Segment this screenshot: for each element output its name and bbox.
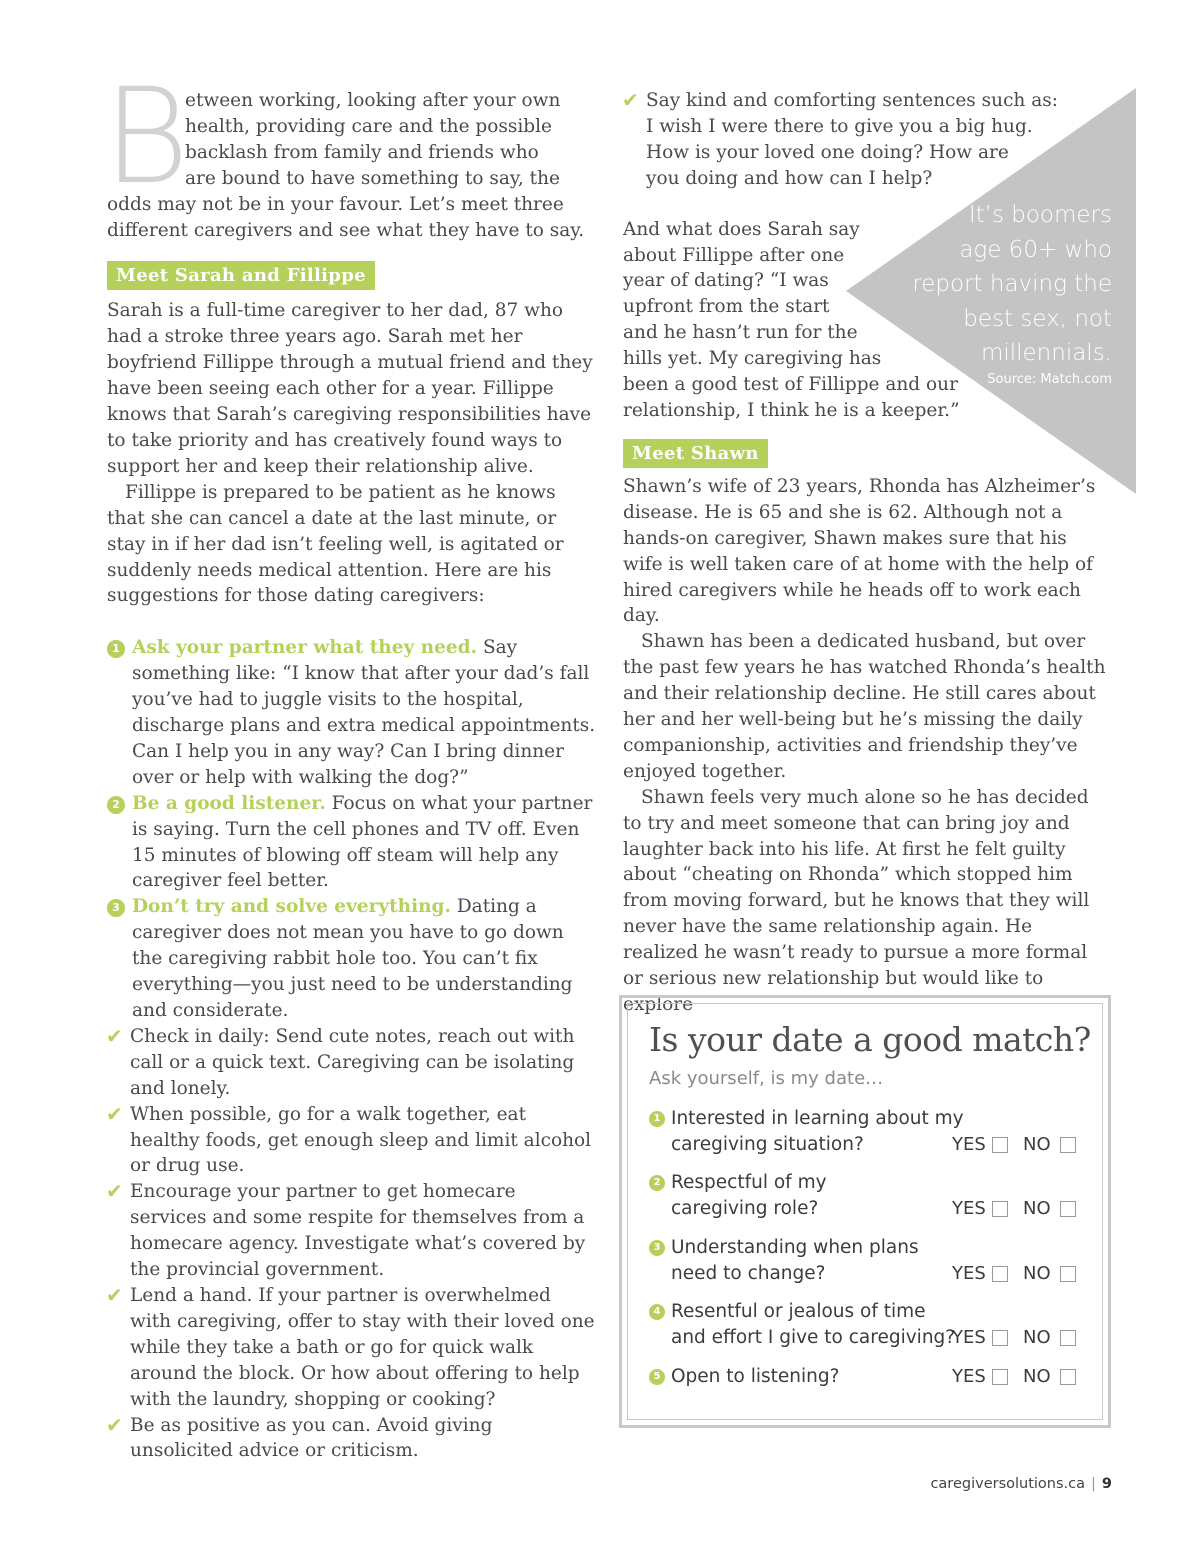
number-bullet-icon: 3 — [107, 899, 125, 917]
section-heading-sarah: Meet Sarah and Fillippe — [107, 261, 375, 290]
pull-quote-line: best sex, not — [963, 305, 1112, 332]
yes-checkbox[interactable] — [992, 1369, 1008, 1385]
check-text: When possible, go for a walk together, eat healthy foods, get enough sleep and limit alcohol or drug use. — [130, 1103, 592, 1177]
sarah-says-line: and he hasn’t run for the — [623, 322, 858, 344]
pull-quote-line: millennials. — [980, 340, 1112, 366]
no-checkbox[interactable] — [1060, 1201, 1076, 1217]
tip-title: Don’t try and solve everything. — [132, 896, 451, 918]
yes-checkbox[interactable] — [992, 1137, 1008, 1153]
checkmark-icon: ✔ — [106, 1282, 123, 1307]
yes-no-group — [952, 1325, 1087, 1351]
number-bullet-icon: 1 — [649, 1111, 665, 1127]
no-label: NO — [1023, 1263, 1051, 1284]
sample-sentence: How is your loved one doing? How are — [646, 141, 1009, 163]
quiz-question — [649, 1299, 1099, 1351]
yes-no-group — [952, 1364, 1087, 1390]
check-item — [107, 1024, 597, 1102]
number-bullet-icon: 5 — [649, 1369, 665, 1385]
quiz-question — [649, 1235, 1099, 1287]
pull-quote-source: Source: Match.com — [987, 372, 1112, 387]
check-text: Be as positive as you can. Avoid giving unsolicited advice or criticism. — [130, 1414, 493, 1462]
no-label: NO — [1023, 1134, 1051, 1155]
intro-line: backlash from family and friends who — [185, 141, 539, 163]
sarah-says-line: about Fillippe after one — [623, 244, 845, 266]
no-label: NO — [1023, 1366, 1051, 1387]
left-column — [103, 60, 597, 1464]
question-line: Resentful or jealous of time — [671, 1301, 926, 1322]
footer-separator: | — [1091, 1476, 1096, 1492]
yes-no-group — [952, 1196, 1087, 1222]
question-line: Respectful of my — [671, 1172, 827, 1193]
quiz-box — [619, 995, 1111, 1428]
checkmark-icon: ✔ — [106, 1179, 123, 1204]
number-bullet-icon: 4 — [649, 1304, 665, 1320]
yes-label: YES — [952, 1327, 986, 1348]
shawn-paragraph: Shawn feels very much alone so he has decided to try and meet someone that can bring joy and laughter back into his life. At first he felt guilty about “cheating on Rhonda” which stopped him from moving forward, but he knows that they will never have the same relationship again. He realized he wasn’t ready to pursue a more formal or serious new relationship but would like to explore — [623, 786, 1090, 1015]
intro — [103, 60, 597, 243]
tip-title: Ask your partner what they need. — [132, 637, 478, 659]
quiz-question — [649, 1170, 1099, 1222]
sample-sentence: you doing and how can I help? — [646, 167, 933, 189]
no-label: NO — [1023, 1327, 1051, 1348]
quiz-question — [649, 1364, 1099, 1390]
check-item — [107, 1413, 597, 1465]
tip-item — [107, 635, 597, 790]
sarah-says-line: hills yet. My caregiving has — [623, 348, 882, 370]
yes-checkbox[interactable] — [992, 1330, 1008, 1346]
check-item — [623, 88, 1111, 114]
question-line: Interested in learning about my — [671, 1108, 964, 1129]
yes-no-group — [952, 1132, 1087, 1158]
quiz-inner-frame — [627, 1003, 1103, 1420]
question-line: caregiving role? — [671, 1198, 819, 1219]
sarah-says-line: upfront from the start — [623, 296, 830, 318]
yes-label: YES — [952, 1198, 986, 1219]
check-text: Check in daily: Send cute notes, reach out with call or a quick text. Caregiving can be isolating and lonely. — [130, 1025, 575, 1099]
intro-line: etween working, looking after your own — [185, 90, 561, 111]
sarah-says — [623, 217, 1111, 424]
pull-quote-line: report having the — [912, 271, 1112, 297]
tip-title: Be a good listener. — [132, 792, 326, 814]
question-line: need to change? — [671, 1263, 826, 1284]
pull-quote-line: It’s boomers — [968, 202, 1112, 228]
yes-label: YES — [952, 1134, 986, 1155]
check-text: Encourage your partner to get homecare services and some respite for themselves from a homecare agency. Investigate what’s covered by the provincial government. — [130, 1181, 586, 1281]
intro-rest: odds may not be in your favour. Let’s meet three different caregivers and see what they have to say. — [107, 193, 585, 241]
intro-line: are bound to have something to say, the — [185, 167, 560, 189]
sample-sentence: I wish I were there to give you a big hug. — [646, 115, 1033, 137]
intro-line: health, providing care and the possible — [185, 115, 553, 137]
yes-label: YES — [952, 1366, 986, 1387]
sarah-says-line: been a good test of Fillippe and our — [623, 374, 958, 396]
question-line: and effort I give to caregiving? — [671, 1327, 956, 1348]
sarah-paragraph: Fillippe is prepared to be patient as he knows that she can cancel a date at the last minute, or stay in if her dad isn’t feeling well, is agitated or suddenly needs medical attention. Here are his suggestions for those dating caregivers: — [107, 481, 564, 607]
shawn-paragraph: Shawn’s wife of 23 years, Rhonda has Alzheimer’s disease. He is 65 and she is 62. Although not a hands-on caregiver, Shawn makes sure that his wife is well taken care of at home with the help of hired caregivers while he heads off to work each day. — [623, 475, 1096, 627]
page-footer — [930, 1476, 1112, 1492]
drop-cap: B — [103, 60, 190, 214]
no-checkbox[interactable] — [1060, 1369, 1076, 1385]
checkmark-icon: ✔ — [106, 1101, 123, 1126]
checkmark-icon: ✔ — [622, 88, 639, 112]
quiz-question — [649, 1106, 1099, 1158]
number-bullet-icon: 1 — [107, 640, 125, 658]
yes-checkbox[interactable] — [992, 1201, 1008, 1217]
no-checkbox[interactable] — [1060, 1137, 1076, 1153]
number-bullet-icon: 2 — [107, 796, 125, 814]
quiz-subtitle: Ask yourself, is my date… — [649, 1068, 884, 1089]
quiz-title: Is your date a good match? — [649, 1020, 1091, 1059]
pull-quote-line: age 60+ who — [959, 236, 1112, 263]
number-bullet-icon: 2 — [649, 1175, 665, 1191]
tip-item — [107, 791, 597, 895]
yes-checkbox[interactable] — [992, 1266, 1008, 1282]
check-item — [107, 1283, 597, 1413]
tip-text: Say something like: “I know that after your dad’s fall you’ve had to juggle visits to the hospital, discharge plans and extra medical appointments. Can I help you in any way? Can I bring dinner over or help with walking the dog?” — [132, 637, 596, 788]
check-item — [107, 1102, 597, 1180]
shawn-paragraph: Shawn has been a dedicated husband, but over the past few years he has watched Rhonda’s health and their relationship decline. He still cares about her and her well-being but he’s missing the daily companionship, activities and friendship they’ve enjoyed together. — [623, 631, 1106, 782]
sarah-says-line: And what does Sarah say — [623, 218, 860, 240]
footer-site: caregiversolutions.ca — [930, 1476, 1086, 1492]
check-item — [107, 1179, 597, 1283]
no-label: NO — [1023, 1198, 1051, 1219]
right-column — [623, 88, 1111, 1018]
tip-item — [107, 894, 597, 1024]
checkmark-icon: ✔ — [106, 1023, 123, 1048]
question-line: caregiving situation? — [671, 1134, 864, 1155]
no-checkbox[interactable] — [1060, 1266, 1076, 1282]
check-text: Say kind and comforting sentences such as: — [646, 90, 1058, 111]
question-line: Open to listening? — [671, 1366, 840, 1387]
section-heading-shawn: Meet Shawn — [623, 439, 768, 468]
sarah-says-line: year of dating? “I was — [623, 270, 829, 292]
yes-label: YES — [952, 1263, 986, 1284]
page-number: 9 — [1101, 1476, 1112, 1492]
sarah-says-line: relationship, I think he is a keeper.” — [623, 399, 960, 421]
sarah-paragraph: Sarah is a full-time caregiver to her dad, 87 who had a stroke three years ago. Sarah met her boyfriend Fillippe through a mutual friend and they have been seeing each other for a year. Fillippe knows that Sarah’s caregiving responsibilities have to take priority and has creatively found ways to support her and keep their relationship alive. — [107, 300, 593, 477]
number-bullet-icon: 3 — [649, 1240, 665, 1256]
sample-sentences — [623, 114, 1111, 192]
checkmark-icon: ✔ — [106, 1412, 123, 1437]
tip-text: Focus on what your partner is saying. Turn the cell phones and TV off. Even 15 minutes of blowing off steam will help any caregiver feel better. — [132, 792, 593, 892]
yes-no-group — [952, 1261, 1087, 1287]
question-line: Understanding when plans — [671, 1237, 919, 1258]
no-checkbox[interactable] — [1060, 1330, 1076, 1346]
tip-text: Dating a caregiver does not mean you have to go down the caregiving rabbit hole too. You can’t fix everything—you just need to be understanding and considerate. — [132, 896, 573, 1021]
check-text: Lend a hand. If your partner is overwhelmed with caregiving, offer to stay with their loved one while they take a bath or go for quick walk around the block. Or how about offering to help with the laundry, shopping or cooking? — [130, 1284, 595, 1410]
